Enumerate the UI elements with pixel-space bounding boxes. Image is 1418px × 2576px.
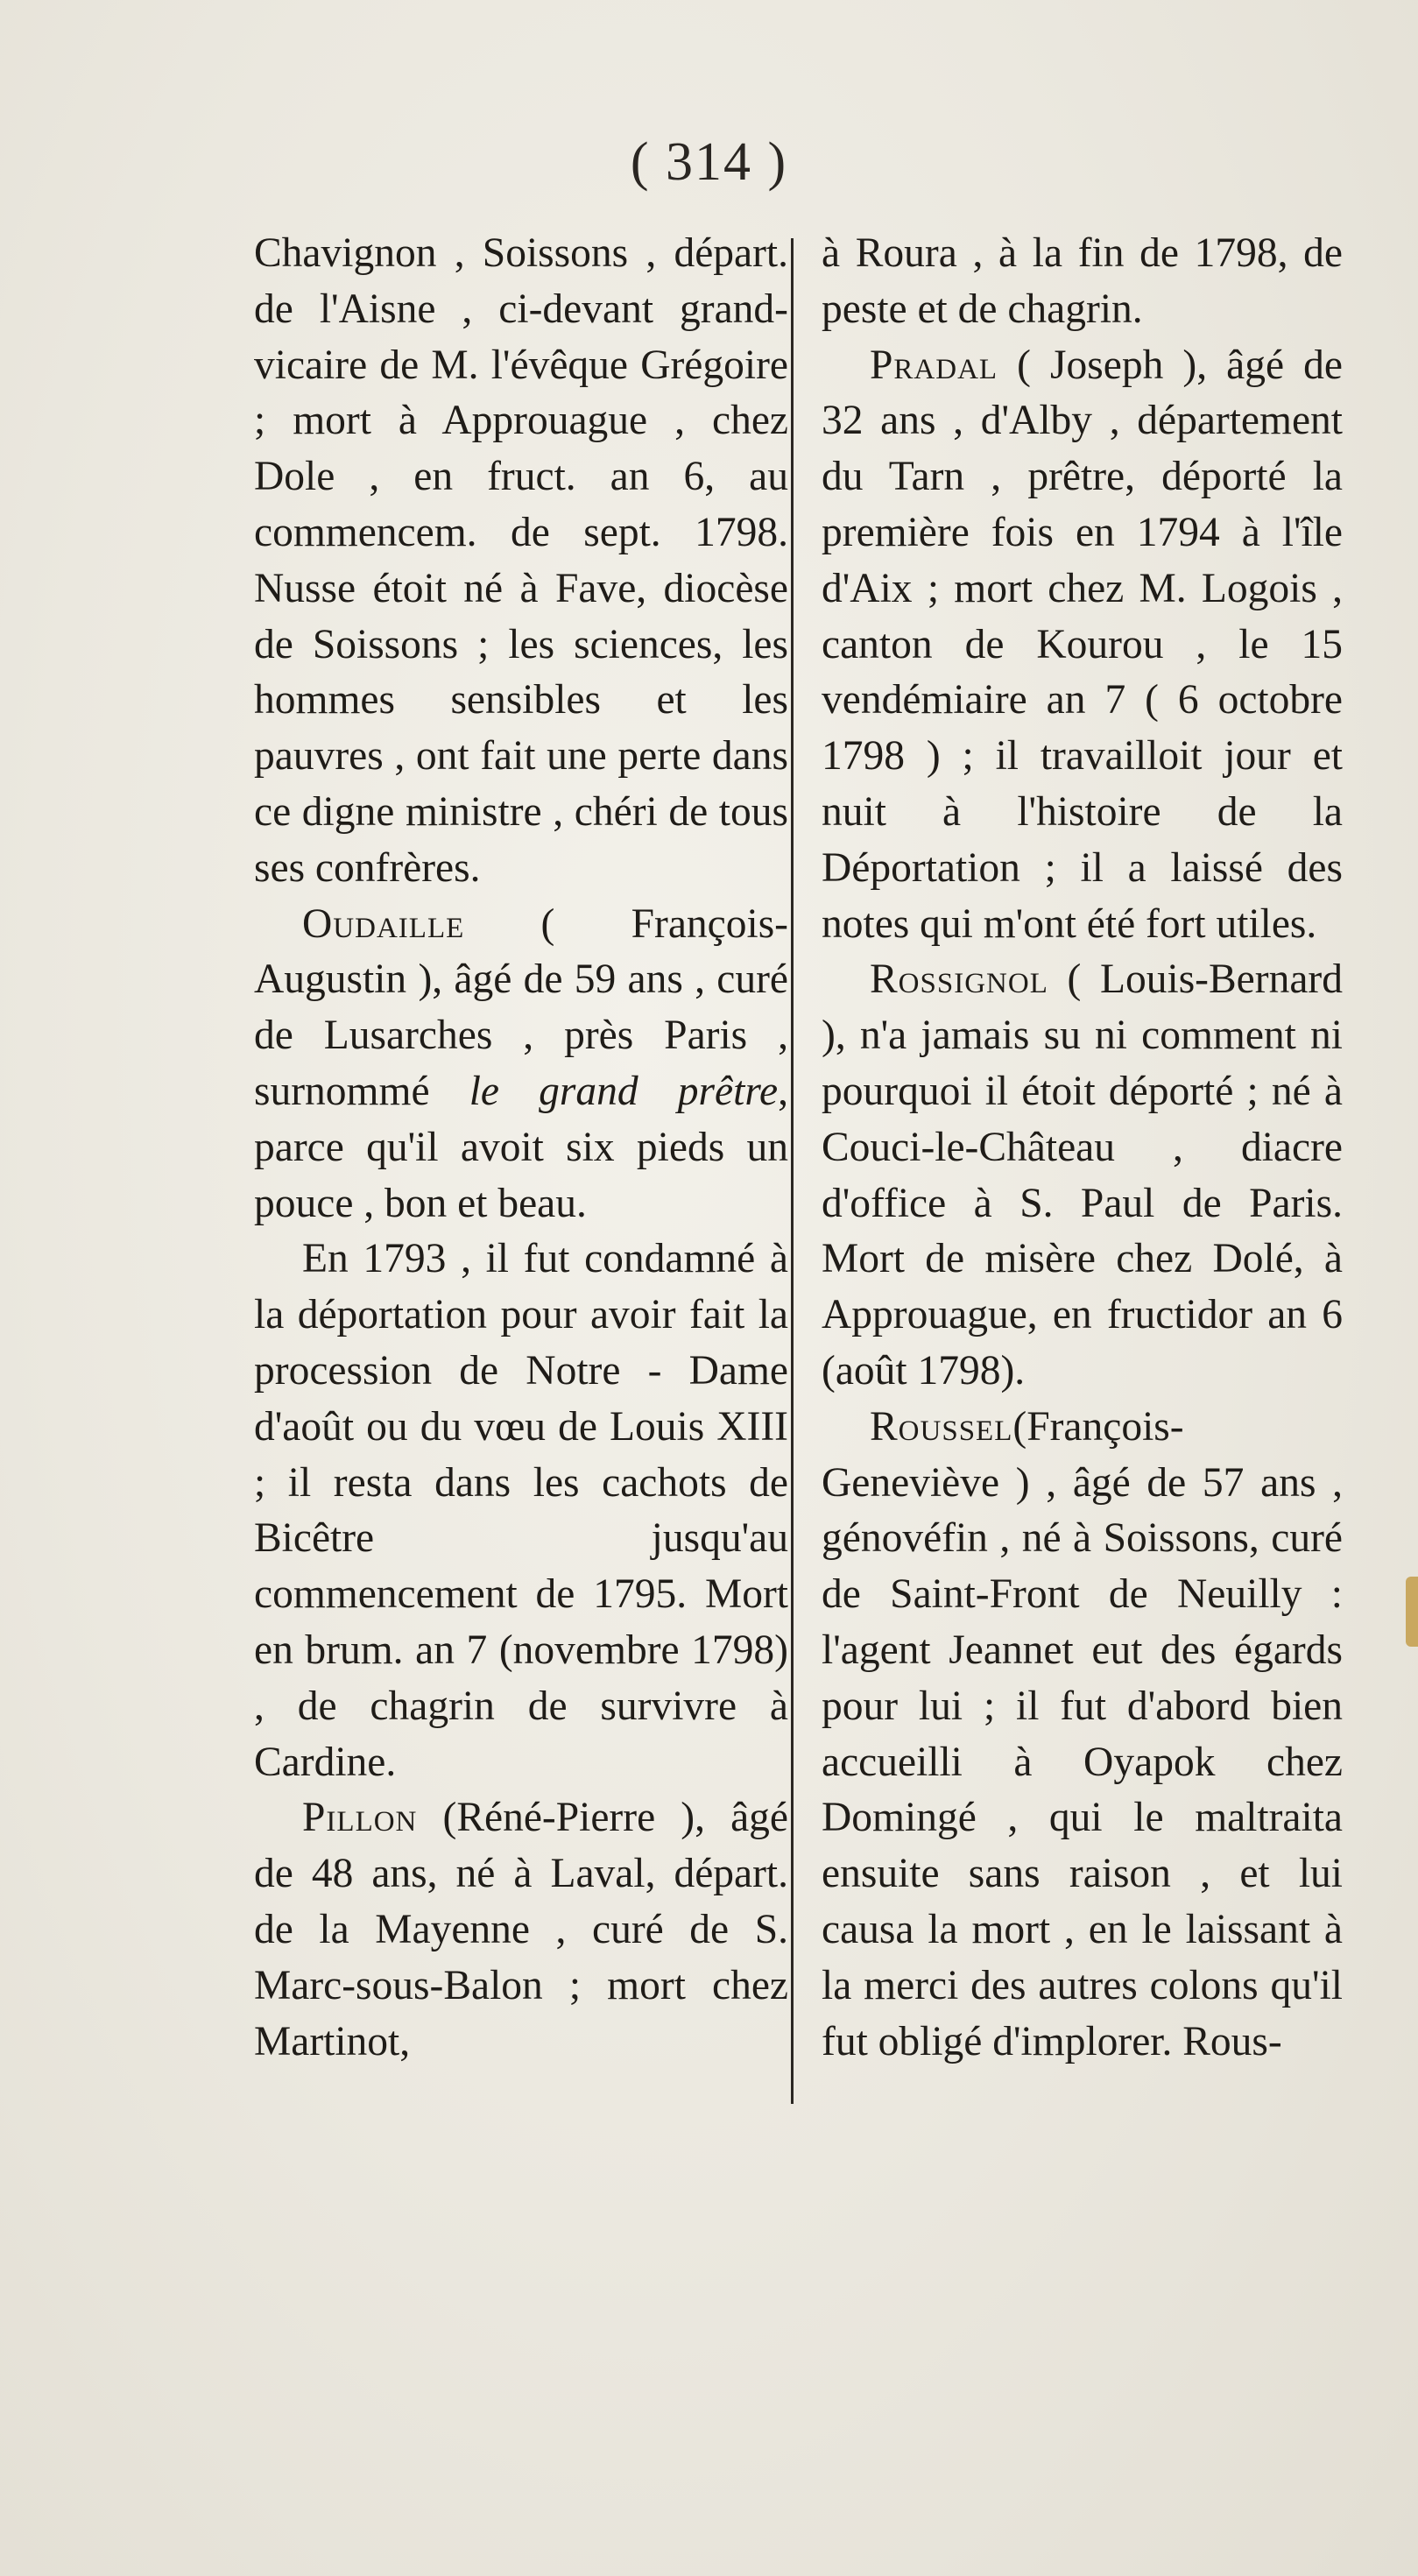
entry-text: ( Louis-Bernard ), n'a jamais su ni comment ni pourquoi il étoit déporté ; né à Couci-le-Château , diacre d'office à S. Paul de Paris. Mort de misère chez Dolé, à Approuague, en fructidor an 6 (août 1798). <box>822 956 1343 1394</box>
entry-pillon-continued: à Roura , à la fin de 1798, de peste et de chagrin. <box>822 230 1343 332</box>
entry-pradal <box>822 338 1343 953</box>
entry-text: ( François-Augustin ), âgé de 59 ans , curé de Lusarches , près Paris , surnommé <box>254 900 788 1114</box>
entry-name: Oudaille <box>302 900 465 947</box>
entry-name: Roussel <box>870 1403 1013 1450</box>
entry-oudaille <box>254 897 788 1232</box>
entry-chavignon: Chavignon , Soissons , départ. de l'Aisne , ci-devant grand-vicaire de M. l'évêque Grégoire ; mort à Approuague , chez Dole , en fruct. an 6, au commencem. de sept. 1798. Nusse étoit né à Fave, diocèse de Soissons ; les sciences, les hommes sensibles et les pauvres , ont fait une perte dans ce digne ministre , chéri de tous ses confrères. <box>254 230 788 891</box>
entry-text: ( Joseph ), âgé de 32 ans , d'Alby , département du Tarn , prêtre, déporté la première fois en 1794 à l'île d'Aix ; mort chez M. Logois , canton de Kourou , le 15 vendémiaire an 7 ( 6 octobre 1798 ) ; il travailloit jour et nuit à l'histoire de la Déportation ; il a laissé des notes qui m'ont été fort utiles. <box>822 342 1343 947</box>
nickname: le grand prêtre <box>469 1068 779 1114</box>
entry-name: Pradal <box>870 342 998 388</box>
entry-text: , parce qu'il avoit six pieds un pouce , bon et beau. <box>254 1068 788 1226</box>
entry-name: Pillon <box>302 1795 418 1841</box>
entry-text: (Réné-Pierre ), âgé de 48 ans, né à Laval, départ. de la Mayenne , curé de S. Marc-sous-Balon ; mort chez Martinot, <box>254 1795 788 2064</box>
entry-name: Rossignol <box>870 956 1048 1003</box>
page-number: ( 314 ) <box>630 132 788 192</box>
entry-oudaille-continued: En 1793 , il fut condamné à la déportation pour avoir fait la procession de Notre - Dame d'août ou du vœu de Louis XIII ; il resta dans les cachots de Bicêtre jusqu'au commencement de 1795. Mort en brum. an 7 (novembre 1798) , de chagrin de survivre à Cardine. <box>254 1236 788 1785</box>
entry-rossignol <box>822 952 1343 1399</box>
entry-roussel <box>822 1400 1343 2071</box>
right-column <box>822 226 1343 2070</box>
page-edge-tab <box>1406 1577 1418 1647</box>
entry-text: (François-Geneviève ) , âgé de 57 ans , génovéfin , né à Soissons, curé de Saint-Front de Neuilly : l'agent Jeannet eut des égards pour lui ; il fut d'abord bien accueilli à Oyapok chez Domingé , qui le maltraita ensuite sans raison , et lui causa la mort , en le laissant à la merci des autres colons qu'il fut obligé d'implorer. Rous- <box>822 1403 1343 2064</box>
entry-pillon <box>254 1790 788 2070</box>
column-divider <box>791 238 794 2104</box>
left-column <box>254 226 788 2070</box>
